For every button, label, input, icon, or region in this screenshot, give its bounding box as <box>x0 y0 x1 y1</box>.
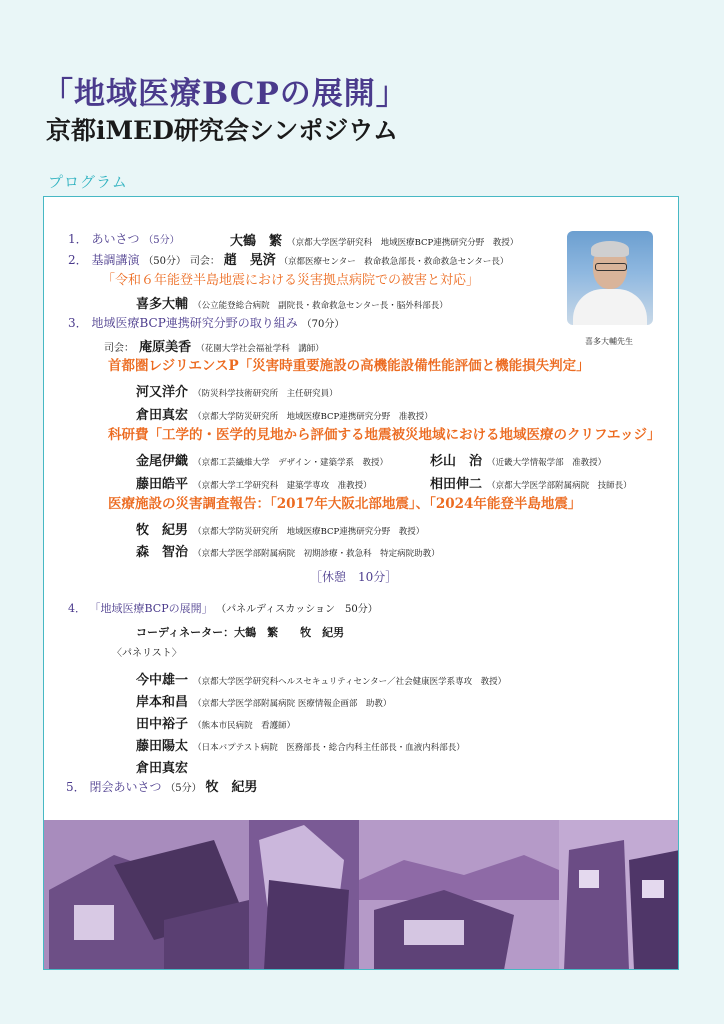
item-2 <box>68 254 508 267</box>
disaster-photos-illustration <box>44 820 679 970</box>
item-5 <box>66 781 258 794</box>
item-time: （5分） <box>143 235 180 246</box>
talk-2-speaker-2 <box>430 452 606 468</box>
talk-1-title: 首都圏レジリエンスP「災害時重要施設の高機能設備性能評価と機能損失判定」 <box>108 358 590 374</box>
talk-3-title: 医療施設の災害調査報告：「2017年大阪北部地震」、「2024年能登半島地震」 <box>108 496 582 512</box>
panelist-affiliation: （京都大学医学研究科ヘルスセキュリティセンター／社会健康医学系専攻 教授） <box>193 677 507 687</box>
speaker-name: 河又洋介 <box>136 385 189 400</box>
item-number: 2． <box>68 253 88 267</box>
panelist-name: 倉田真宏 <box>136 761 189 776</box>
break-label: ［休憩 10分］ <box>310 570 398 584</box>
item-time: （50分） <box>143 256 187 267</box>
subtitle: 京都iMED研究会シンポジウム <box>46 116 399 145</box>
keynote-speaker <box>136 295 448 311</box>
speaker-affiliation: （公立能登総合病院 副院長・救命救急センター長・脳外科部長） <box>193 301 448 311</box>
disaster-photo-strip <box>44 820 679 970</box>
talk-2-speaker-1 <box>136 452 388 468</box>
panelist-affiliation: （日本バプテスト病院 医務部長・総合内科主任部長・血液内科部長） <box>193 743 465 753</box>
photo-caption: 喜多大輔先生 <box>585 337 633 346</box>
item-number: 1． <box>68 232 88 246</box>
coordinators: コーディネーター：大鶴 繁 牧 紀男 <box>136 626 345 639</box>
talk-3-speaker-2 <box>136 543 440 559</box>
moderator-affiliation: （京都医療センター 救命救急部長・救命救急センター長） <box>279 257 509 267</box>
speaker-name: 大鶴 繁 <box>230 234 283 249</box>
panelist-1 <box>136 671 506 687</box>
item-label: 基調講演 <box>91 253 140 267</box>
speaker-name: 藤田皓平 <box>136 477 189 492</box>
moderator-affiliation: （花園大学社会福祉学科 講師） <box>196 344 324 354</box>
item-3 <box>68 317 344 330</box>
item-4 <box>68 603 378 615</box>
panelist-name: 岸本和昌 <box>136 695 189 710</box>
panelists-label: 〈パネリスト〉 <box>112 648 182 659</box>
moderator-name: 庵原美香 <box>139 340 192 355</box>
talk-1-speaker-2 <box>136 406 433 422</box>
talk-1-speaker-1 <box>136 383 338 399</box>
item-1-speaker <box>230 232 518 248</box>
speaker-affiliation: （京都大学防災研究所 地域医療BCP連携研究分野 准教授） <box>193 412 433 422</box>
panelist-affiliation: （熊本市民病院 看護師） <box>193 721 296 731</box>
item-time: （70分） <box>301 319 345 330</box>
panelist-5 <box>136 759 188 775</box>
speaker-name: 喜多大輔 <box>136 297 189 312</box>
panelist-name: 今中雄一 <box>136 673 189 688</box>
talk-2-speaker-3 <box>136 475 372 491</box>
speaker-name: 森 智治 <box>136 545 189 560</box>
panelist-name: 田中裕子 <box>136 717 189 732</box>
speaker-name: 牧 紀男 <box>205 780 258 795</box>
panelist-affiliation: （京都大学医学部附属病院 医療情報企画部 助教） <box>193 699 392 709</box>
moderator-label: 司会： <box>189 256 220 267</box>
panelist-name: 藤田陽太 <box>136 739 189 754</box>
speaker-affiliation: （防災科学技術研究所 主任研究員） <box>193 389 338 399</box>
panelist-3 <box>136 715 295 731</box>
keynote-title: 「令和６年能登半島地震における災害拠点病院での被害と対応」 <box>102 273 480 288</box>
speaker-affiliation: （京都大学工学研究科 建築学専攻 准教授） <box>193 481 372 491</box>
item-label: あいさつ <box>91 232 140 246</box>
speaker-affiliation: （京都大学医学研究科 地域医療BCP連携研究分野 教授） <box>287 238 519 248</box>
speaker-affiliation: （京都大学医学部附属病院 技師長） <box>487 481 632 491</box>
item-number: 5． <box>66 780 86 794</box>
program-box <box>43 196 679 970</box>
item-number: 4． <box>68 602 86 615</box>
speaker-name: 相田伸二 <box>430 477 483 492</box>
speaker-affiliation: （京都大学医学部附属病院 初期診療・救急科 特定病院助教） <box>193 549 440 559</box>
item-number: 3． <box>68 316 88 330</box>
speaker-name: 倉田真宏 <box>136 408 189 423</box>
main-title: 「地域医療BCPの展開」 <box>42 76 408 112</box>
item-3-moderator <box>104 338 324 354</box>
section-heading: プログラム <box>48 173 128 191</box>
speaker-affiliation: （近畿大学情報学部 准教授） <box>487 458 607 468</box>
talk-2-title: 科研費「工学的・医学的見地から評価する地震被災地域における地域医療のクリフエッジ」 <box>108 427 661 443</box>
item-time: （5分） <box>165 783 202 794</box>
talk-3-speaker-1 <box>136 521 424 537</box>
talk-2-speaker-4 <box>430 475 632 491</box>
speaker-affiliation: （京都大学防災研究所 地域医療BCP連携研究分野 教授） <box>193 527 425 537</box>
speaker-photo <box>567 231 653 325</box>
item-1 <box>68 233 180 246</box>
speaker-name: 金尾伊織 <box>136 454 189 469</box>
moderator-label: 司会： <box>104 343 134 354</box>
item-label: 地域医療BCP連携研究分野の取り組み <box>91 316 298 330</box>
speaker-affiliation: （京都工芸繊維大学 デザイン・建築学系 教授） <box>193 458 389 468</box>
item-label: 閉会あいさつ <box>89 780 162 794</box>
panelist-2 <box>136 693 391 709</box>
item-detail: （パネルディスカッション 50分） <box>216 604 378 615</box>
speaker-name: 牧 紀男 <box>136 523 189 538</box>
speaker-name: 杉山 治 <box>430 454 483 469</box>
moderator-name: 趙 晃済 <box>223 253 276 268</box>
panelist-4 <box>136 737 465 753</box>
item-label: 「地域医療BCPの展開」 <box>89 602 213 615</box>
